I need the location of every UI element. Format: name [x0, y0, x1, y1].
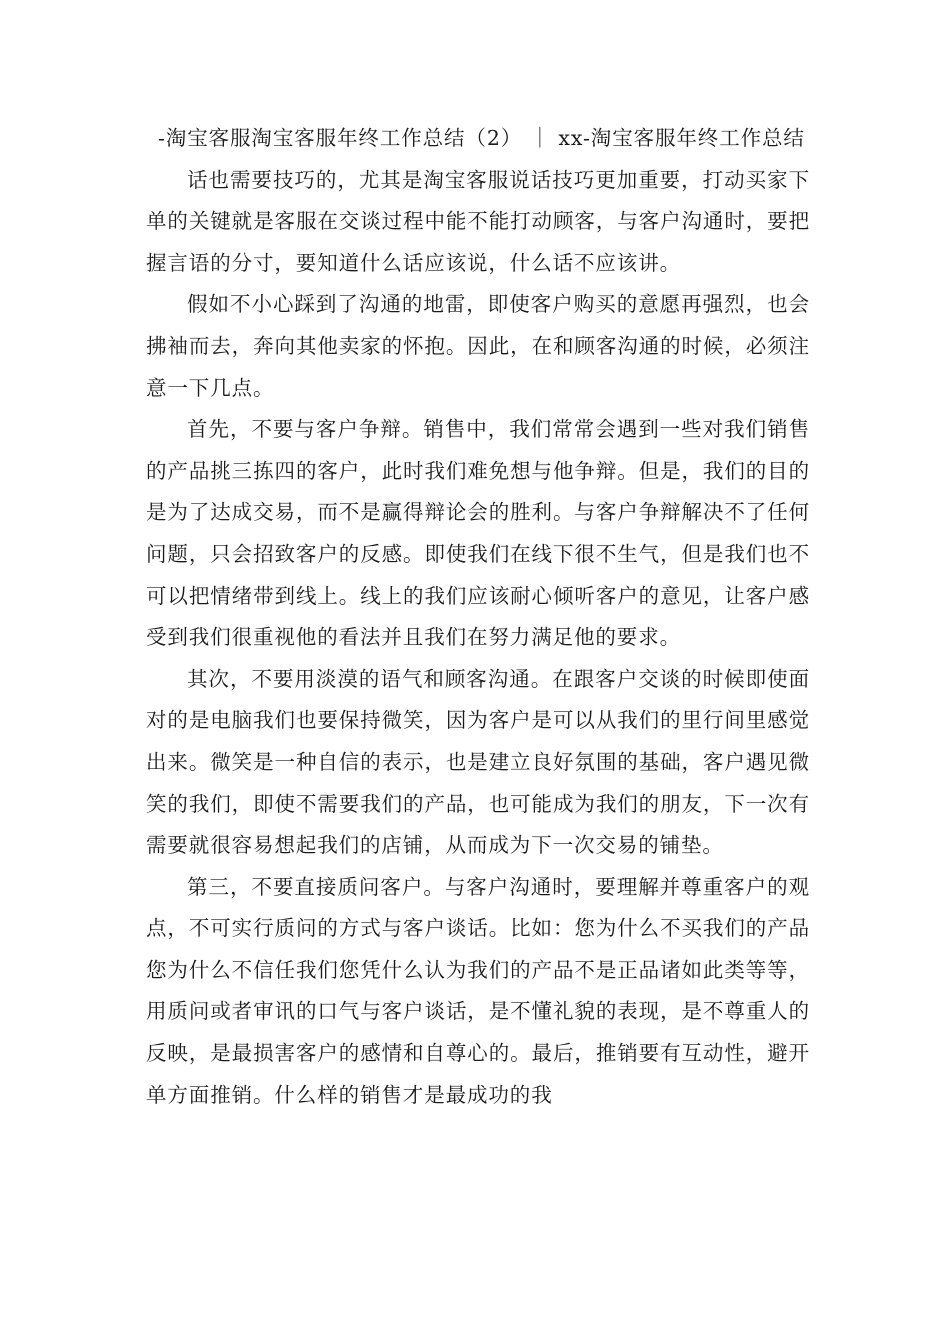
paragraph-5: 第三，不要直接质问客户。与客户沟通时，要理解并尊重客户的观点，不可实行质问的方式与客户谈话。比如：您为什么不买我们的产品您为什么不信任我们您凭什么认为我们的产品不是正品诸如此类等等，用质问或者审讯的口气与客户谈话，是不懂礼貌的表现，是不尊重人的反映，是最损害客户的感情和自尊心的。最后，推销要有互动性，避开单方面推销。什么样的销售才是最成功的我 — [146, 874, 810, 1107]
paragraph-2: 假如不小心踩到了沟通的地雷，即使客户购买的意愿再强烈，也会拂袖而去，奔向其他卖家的怀抱。因此，在和顾客沟通的时候，必须注意一下几点。 — [146, 292, 810, 400]
paragraph-3: 首先，不要与客户争辩。销售中，我们常常会遇到一些对我们销售的产品挑三拣四的客户，此时我们难免想与他争辩。但是，我们的目的是为了达成交易，而不是赢得辩论会的胜利。与客户争辩解决不了任何问题，只会招致客户的反感。即使我们在线下很不生气，但是我们也不可以把情绪带到线上。线上的我们应该耐心倾听客户的意见，让客户感受到我们很重视他的看法并且我们在努力满足他的要求。 — [146, 417, 810, 650]
paragraph-1: 话也需要技巧的，尤其是淘宝客服说话技巧更加重要，打动买家下单的关键就是客服在交谈过程中能不能打动顾客，与客户沟通时，要把握言语的分寸，要知道什么话应该说，什么话不应该讲。 — [146, 167, 810, 275]
paragraph-4: 其次，不要用淡漠的语气和顾客沟通。在跟客户交谈的时候即使面对的是电脑我们也要保持微笑，因为客户是可以从我们的里行间里感觉出来。微笑是一种自信的表示，也是建立良好氛围的基础，客户遇见微笑的我们，即使不需要我们的产品，也可能成为我们的朋友，下一次有需要就很容易想起我们的店铺，从而成为下一次交易的铺垫。 — [146, 666, 810, 858]
document-page — [146, 118, 810, 1116]
document-heading: -淘宝客服淘宝客服年终工作总结（2） ｜ xx-淘宝客服年终工作总结 — [158, 126, 805, 150]
